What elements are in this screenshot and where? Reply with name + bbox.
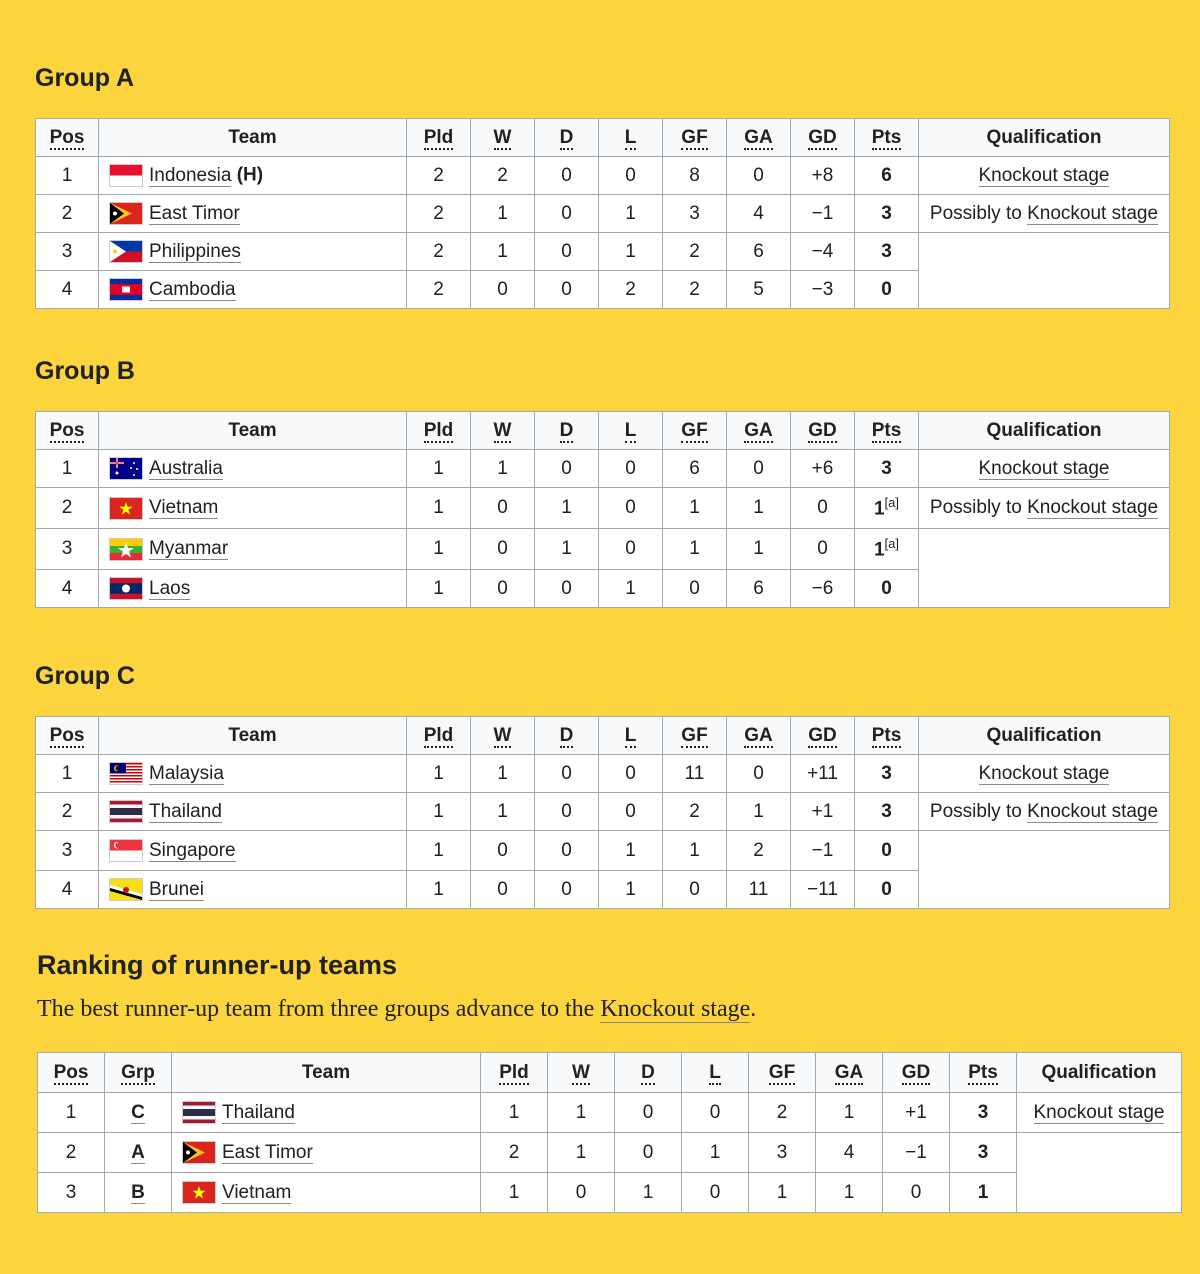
l-cell: 1 (599, 871, 663, 909)
qualification-link[interactable]: Knockout stage (978, 164, 1110, 186)
pld-cell: 1 (407, 793, 471, 831)
ga-cell: 1 (816, 1173, 883, 1213)
team-link[interactable]: Vietnam (222, 1181, 292, 1203)
qualification-empty-cell (919, 831, 1170, 909)
ga-header[interactable]: GA (727, 412, 791, 450)
gf-cell: 2 (663, 233, 727, 271)
d-cell: 0 (535, 570, 599, 608)
w-cell: 0 (471, 570, 535, 608)
pts-cell: 0 (855, 271, 919, 309)
pts-header[interactable]: Pts (855, 119, 919, 157)
team-cell (99, 450, 407, 488)
team-link[interactable]: Myanmar (149, 538, 229, 560)
gf-cell: 8 (663, 157, 727, 195)
l-cell: 1 (599, 233, 663, 271)
team-link[interactable]: East Timor (149, 202, 240, 224)
pos-header[interactable]: Pos (36, 717, 99, 755)
pts-cell: 3 (855, 195, 919, 233)
ga-cell: 4 (816, 1133, 883, 1173)
pts-cell: 1 (950, 1173, 1017, 1213)
group-link[interactable]: B (131, 1181, 145, 1203)
thailand-flag-icon (182, 1101, 216, 1124)
qualification-link[interactable]: Knockout stage (978, 762, 1110, 784)
runner-up-title: Ranking of runner-up teams (37, 950, 398, 980)
l-cell: 1 (599, 570, 663, 608)
qualification-link[interactable]: Knockout stage (1027, 800, 1159, 822)
table-row (36, 195, 1170, 233)
l-cell: 0 (599, 529, 663, 570)
team-cell (99, 831, 407, 871)
table-row (38, 1093, 1182, 1133)
pld-cell: 1 (407, 450, 471, 488)
d-header[interactable]: D (535, 717, 599, 755)
pld-cell: 1 (407, 831, 471, 871)
gf-cell: 1 (663, 529, 727, 570)
w-header[interactable]: W (471, 119, 535, 157)
w-cell: 1 (471, 755, 535, 793)
team-link[interactable]: Philippines (149, 240, 241, 262)
gd-cell: −1 (883, 1133, 950, 1173)
table-row (36, 793, 1170, 831)
group-c-table (35, 716, 1170, 909)
qualification-link[interactable]: Knockout stage (978, 457, 1110, 479)
team-header: Team (99, 717, 407, 755)
gd-cell: +8 (791, 157, 855, 195)
gf-header[interactable]: GF (663, 717, 727, 755)
qualification-cell (919, 450, 1170, 488)
gf-cell: 2 (663, 793, 727, 831)
l-cell: 0 (682, 1173, 749, 1213)
qualification-cell (1017, 1093, 1182, 1133)
team-link[interactable]: Vietnam (149, 497, 219, 519)
pld-cell: 2 (407, 195, 471, 233)
table-row (36, 831, 1170, 871)
malaysia-flag-icon (109, 762, 143, 785)
w-cell: 0 (471, 831, 535, 871)
pld-cell: 2 (407, 271, 471, 309)
team-cell (99, 157, 407, 195)
w-cell: 0 (471, 271, 535, 309)
vietnam-flag-icon (182, 1181, 216, 1204)
team-link[interactable]: Indonesia (149, 164, 232, 186)
qualification-prefix: Possibly to (929, 800, 1028, 822)
ga-header[interactable]: GA (816, 1053, 883, 1093)
l-cell: 0 (599, 488, 663, 529)
gd-header[interactable]: GD (791, 412, 855, 450)
table-row (36, 157, 1170, 195)
qualification-cell (919, 195, 1170, 233)
team-link[interactable]: Malaysia (149, 762, 224, 784)
qualification-link[interactable]: Knockout stage (1027, 497, 1159, 518)
d-cell: 0 (535, 157, 599, 195)
group-b-table (35, 411, 1170, 608)
grp-cell (105, 1173, 172, 1213)
pld-cell: 2 (481, 1133, 548, 1173)
philippines-flag-icon (109, 240, 143, 263)
pts-cell: 3 (855, 450, 919, 488)
qualification-header: Qualification (1017, 1053, 1182, 1093)
pld-header[interactable]: Pld (481, 1053, 548, 1093)
w-cell: 0 (548, 1173, 615, 1213)
pts-cell: 3 (855, 233, 919, 271)
team-cell (99, 755, 407, 793)
l-cell: 0 (682, 1093, 749, 1133)
qualification-cell (919, 793, 1170, 831)
l-header[interactable]: L (599, 412, 663, 450)
pts-cell: 1[a] (855, 488, 919, 529)
l-cell: 0 (599, 157, 663, 195)
pts-cell: 3 (855, 793, 919, 831)
pts-cell: 0 (855, 831, 919, 871)
header-row (36, 717, 1170, 755)
table-row (38, 1133, 1182, 1173)
header-row (38, 1053, 1182, 1093)
l-cell: 0 (599, 755, 663, 793)
team-link[interactable]: Laos (149, 577, 191, 599)
pts-header[interactable]: Pts (950, 1053, 1017, 1093)
pld-cell: 1 (407, 529, 471, 570)
team-cell (99, 488, 407, 529)
team-link[interactable]: Singapore (149, 839, 236, 861)
gd-cell: +11 (791, 755, 855, 793)
ga-cell: 11 (727, 871, 791, 909)
d-cell: 0 (535, 195, 599, 233)
pld-cell: 1 (407, 570, 471, 608)
gd-cell: +1 (883, 1093, 950, 1133)
d-cell: 0 (535, 271, 599, 309)
pos-cell: 3 (36, 529, 99, 570)
gd-header[interactable]: GD (883, 1053, 950, 1093)
indonesia-flag-icon (109, 164, 143, 187)
team-cell (99, 570, 407, 608)
knockout-stage-link[interactable]: Knockout stage (600, 996, 751, 1022)
w-cell: 0 (471, 529, 535, 570)
w-cell: 1 (548, 1093, 615, 1133)
gf-cell: 2 (663, 271, 727, 309)
table-row (36, 529, 1170, 570)
qualification-cell (919, 755, 1170, 793)
ga-cell: 0 (727, 755, 791, 793)
pts-header[interactable]: Pts (855, 717, 919, 755)
team-link[interactable]: Australia (149, 457, 223, 479)
east-timor-flag-icon (109, 202, 143, 225)
pld-cell: 1 (407, 488, 471, 529)
pos-cell: 3 (36, 831, 99, 871)
qualification-text (930, 801, 1158, 823)
table-row (36, 450, 1170, 488)
team-cell (99, 195, 407, 233)
d-cell: 0 (535, 871, 599, 909)
team-header: Team (99, 412, 407, 450)
ga-cell: 2 (727, 831, 791, 871)
qualification-cell (919, 488, 1170, 529)
w-cell: 1 (548, 1133, 615, 1173)
pos-header[interactable]: Pos (36, 412, 99, 450)
w-cell: 2 (471, 157, 535, 195)
gf-cell: 11 (663, 755, 727, 793)
host-marker: (H) (236, 164, 264, 186)
qualification-cell (919, 157, 1170, 195)
d-cell: 0 (615, 1093, 682, 1133)
gd-cell: −3 (791, 271, 855, 309)
pos-header[interactable]: Pos (38, 1053, 105, 1093)
qualification-empty-cell (1017, 1133, 1182, 1213)
pos-cell: 3 (38, 1173, 105, 1213)
team-link[interactable]: Brunei (149, 878, 204, 900)
pos-cell: 1 (36, 157, 99, 195)
w-cell: 0 (471, 871, 535, 909)
qualification-empty-cell (919, 529, 1170, 608)
gf-cell: 6 (663, 450, 727, 488)
team-link[interactable]: Cambodia (149, 278, 236, 300)
d-cell: 0 (535, 755, 599, 793)
group-b-title: Group B (35, 357, 135, 385)
w-header[interactable]: W (471, 412, 535, 450)
gf-cell: 3 (749, 1133, 816, 1173)
gf-cell: 0 (663, 871, 727, 909)
l-cell: 2 (599, 271, 663, 309)
l-cell: 1 (599, 831, 663, 871)
ga-cell: 0 (727, 157, 791, 195)
ga-header[interactable]: GA (727, 119, 791, 157)
pos-cell: 1 (36, 755, 99, 793)
pos-cell: 2 (38, 1133, 105, 1173)
w-cell: 1 (471, 450, 535, 488)
ga-cell: 0 (727, 450, 791, 488)
gf-header[interactable]: GF (749, 1053, 816, 1093)
qualification-prefix: Possibly to (929, 202, 1028, 224)
ga-cell: 1 (727, 488, 791, 529)
l-cell: 0 (599, 450, 663, 488)
runner-up-table (37, 1052, 1182, 1213)
gf-cell: 3 (663, 195, 727, 233)
gd-cell: −11 (791, 871, 855, 909)
grp-cell (105, 1093, 172, 1133)
l-header[interactable]: L (599, 717, 663, 755)
pos-cell: 2 (36, 195, 99, 233)
pts-cell: 3 (950, 1133, 1017, 1173)
cambodia-flag-icon (109, 278, 143, 301)
gf-cell: 0 (663, 570, 727, 608)
brunei-flag-icon (109, 878, 143, 901)
qualification-link[interactable]: Knockout stage (1033, 1101, 1165, 1123)
l-header[interactable]: L (682, 1053, 749, 1093)
pts-cell: 3 (950, 1093, 1017, 1133)
l-header[interactable]: L (599, 119, 663, 157)
d-cell: 1 (615, 1173, 682, 1213)
team-cell (172, 1093, 481, 1133)
ga-cell: 1 (816, 1093, 883, 1133)
l-cell: 1 (682, 1133, 749, 1173)
pts-cell: 0 (855, 871, 919, 909)
pld-cell: 1 (481, 1093, 548, 1133)
group-a-title: Group A (35, 64, 135, 92)
w-header[interactable]: W (548, 1053, 615, 1093)
pts-cell: 1[a] (855, 529, 919, 570)
table-row (36, 488, 1170, 529)
gd-cell: −6 (791, 570, 855, 608)
team-cell (99, 529, 407, 570)
header-row (36, 119, 1170, 157)
d-cell: 0 (535, 233, 599, 271)
gf-cell: 1 (749, 1173, 816, 1213)
vietnam-flag-icon (109, 497, 143, 520)
group-a-table (35, 118, 1170, 309)
qualification-header: Qualification (919, 717, 1170, 755)
w-cell: 0 (471, 488, 535, 529)
ga-cell: 5 (727, 271, 791, 309)
header-row (36, 412, 1170, 450)
pts-cell: 3 (855, 755, 919, 793)
team-header: Team (172, 1053, 481, 1093)
d-header[interactable]: D (535, 412, 599, 450)
pos-header[interactable]: Pos (36, 119, 99, 157)
myanmar-flag-icon (109, 538, 143, 561)
ga-cell: 4 (727, 195, 791, 233)
w-cell: 1 (471, 793, 535, 831)
l-cell: 1 (599, 195, 663, 233)
pts-cell: 6 (855, 157, 919, 195)
pld-cell: 1 (481, 1173, 548, 1213)
team-cell (172, 1173, 481, 1213)
team-link[interactable]: Thailand (222, 1101, 295, 1123)
table-row (36, 755, 1170, 793)
pos-cell: 2 (36, 488, 99, 529)
grp-header[interactable]: Grp (105, 1053, 172, 1093)
group-link[interactable]: C (131, 1101, 145, 1123)
runner-up-description: The best runner-up team from three groups advance to the Knockout stage. (37, 996, 757, 1022)
d-cell: 0 (535, 831, 599, 871)
team-cell (172, 1133, 481, 1173)
gd-header[interactable]: GD (791, 717, 855, 755)
team-cell (99, 871, 407, 909)
ga-header[interactable]: GA (727, 717, 791, 755)
qualification-header: Qualification (919, 119, 1170, 157)
pos-cell: 4 (36, 871, 99, 909)
gf-cell: 2 (749, 1093, 816, 1133)
pos-cell: 2 (36, 793, 99, 831)
pos-cell: 4 (36, 570, 99, 608)
singapore-flag-icon (109, 839, 143, 862)
w-header[interactable]: W (471, 717, 535, 755)
pld-cell: 2 (407, 233, 471, 271)
team-cell (99, 233, 407, 271)
laos-flag-icon (109, 577, 143, 600)
d-cell: 0 (535, 450, 599, 488)
east-timor-flag-icon (182, 1141, 216, 1164)
ga-cell: 1 (727, 529, 791, 570)
team-link[interactable]: Thailand (149, 800, 222, 822)
gf-header[interactable]: GF (663, 119, 727, 157)
gd-cell: −4 (791, 233, 855, 271)
ga-cell: 6 (727, 233, 791, 271)
team-cell (99, 793, 407, 831)
d-header[interactable]: D (615, 1053, 682, 1093)
table-row (38, 1173, 1182, 1213)
qualification-text (930, 203, 1158, 225)
pld-header[interactable]: Pld (407, 717, 471, 755)
d-cell: 0 (535, 793, 599, 831)
team-cell (99, 271, 407, 309)
d-cell: 0 (615, 1133, 682, 1173)
gf-cell: 1 (663, 488, 727, 529)
l-cell: 0 (599, 793, 663, 831)
pld-cell: 1 (407, 755, 471, 793)
gd-header[interactable]: GD (791, 119, 855, 157)
gd-cell: 0 (791, 529, 855, 570)
group-c-title: Group C (35, 662, 135, 690)
qualification-link[interactable]: Knockout stage (1027, 202, 1159, 224)
australia-flag-icon (109, 457, 143, 480)
qualification-empty-cell (919, 233, 1170, 309)
pld-cell: 1 (407, 871, 471, 909)
d-header[interactable]: D (535, 119, 599, 157)
pos-cell: 3 (36, 233, 99, 271)
qualification-header: Qualification (919, 412, 1170, 450)
qualification-text (930, 497, 1158, 519)
pos-cell: 1 (36, 450, 99, 488)
pos-cell: 4 (36, 271, 99, 309)
w-cell: 1 (471, 195, 535, 233)
gd-cell: −1 (791, 195, 855, 233)
pos-cell: 1 (38, 1093, 105, 1133)
gd-cell: −1 (791, 831, 855, 871)
d-cell: 1 (535, 488, 599, 529)
gf-header[interactable]: GF (663, 412, 727, 450)
gd-cell: 0 (883, 1173, 950, 1213)
gd-cell: 0 (791, 488, 855, 529)
ga-cell: 1 (727, 793, 791, 831)
table-row (36, 233, 1170, 271)
qualification-prefix: Possibly to (929, 497, 1028, 518)
pld-cell: 2 (407, 157, 471, 195)
gf-cell: 1 (663, 831, 727, 871)
footnote-a-link[interactable]: [a] (884, 495, 900, 511)
ga-cell: 6 (727, 570, 791, 608)
gd-cell: +6 (791, 450, 855, 488)
thailand-flag-icon (109, 800, 143, 823)
grp-cell (105, 1133, 172, 1173)
d-cell: 1 (535, 529, 599, 570)
w-cell: 1 (471, 233, 535, 271)
pts-header[interactable]: Pts (855, 412, 919, 450)
team-header: Team (99, 119, 407, 157)
gd-cell: +1 (791, 793, 855, 831)
pld-header[interactable]: Pld (407, 412, 471, 450)
pld-header[interactable]: Pld (407, 119, 471, 157)
team-link[interactable]: East Timor (222, 1141, 313, 1163)
pts-cell: 0 (855, 570, 919, 608)
group-link[interactable]: A (131, 1141, 145, 1163)
footnote-a-link[interactable]: [a] (884, 536, 900, 552)
